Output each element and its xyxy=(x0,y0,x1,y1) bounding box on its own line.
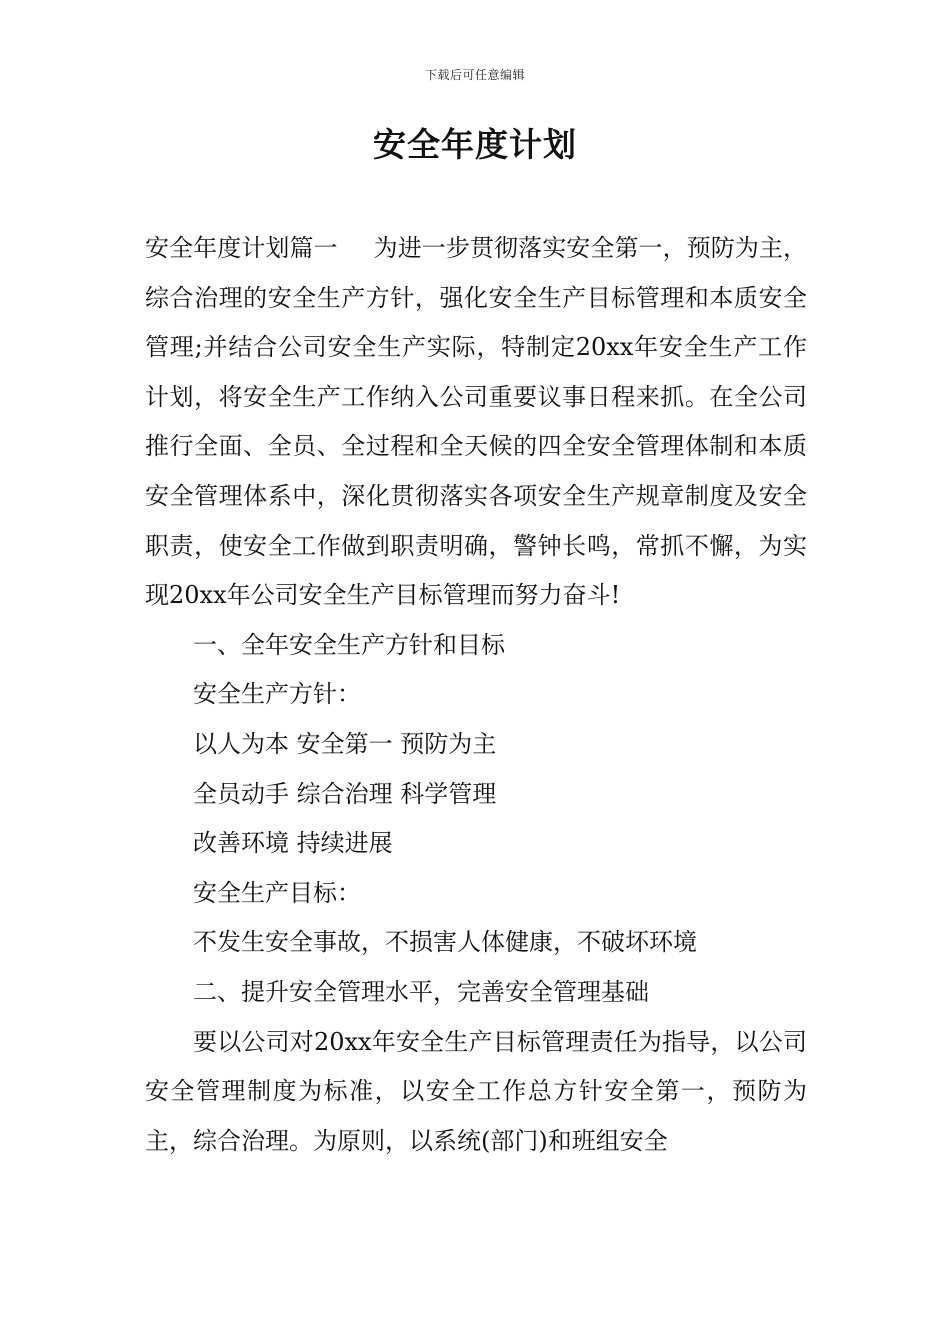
policy-line-2: 全员动手 综合治理 科学管理 xyxy=(193,779,497,808)
header-note: 下载后可任意编辑 xyxy=(424,68,525,82)
heading-policy-and-goals: 一、全年安全生产方针和目标 xyxy=(193,630,505,659)
document-body xyxy=(145,224,807,1166)
intro-text: 为进一步贯彻落实安全第一，预防为主，综合治理的安全生产方针，强化安全生产目标管理和本质安全管理;并结合公司安全生产实际，特制定20xx年安全生产工作计划，将安全生产工作纳入公司重要议事日程来抓。在全公司推行全面、全员、全过程和全天候的四全安全管理体制和本质安全管理体系中，深化贯彻落实各项安全生产规章制度及安全职责，使安全工作做到职责明确，警钟长鸣，常抓不懈，为实现20xx年公司安全生产目标管理而努力奋斗! xyxy=(145,234,807,610)
goal-line: 不发生安全事故，不损害人体健康，不破坏环境 xyxy=(193,928,697,957)
goal-label: 安全生产目标： xyxy=(193,878,361,907)
closing-paragraph: 要以公司对20xx年安全生产目标管理责任为指导，以公司安全管理制度为标准，以安全工作总方针安全第一，预防为主，综合治理。为原则，以系统(部门)和班组安全 xyxy=(145,1027,807,1155)
policy-label: 安全生产方针： xyxy=(193,680,361,709)
policy-line-3: 改善环境 持续进展 xyxy=(193,829,393,858)
heading-management-level: 二、提升安全管理水平，完善安全管理基础 xyxy=(193,977,649,1006)
section-label: 安全年度计划篇一 xyxy=(145,234,338,262)
policy-line-1: 以人为本 安全第一 预防为主 xyxy=(193,729,497,758)
document-title: 安全年度计划 xyxy=(373,125,577,164)
intro-paragraph xyxy=(145,224,807,621)
